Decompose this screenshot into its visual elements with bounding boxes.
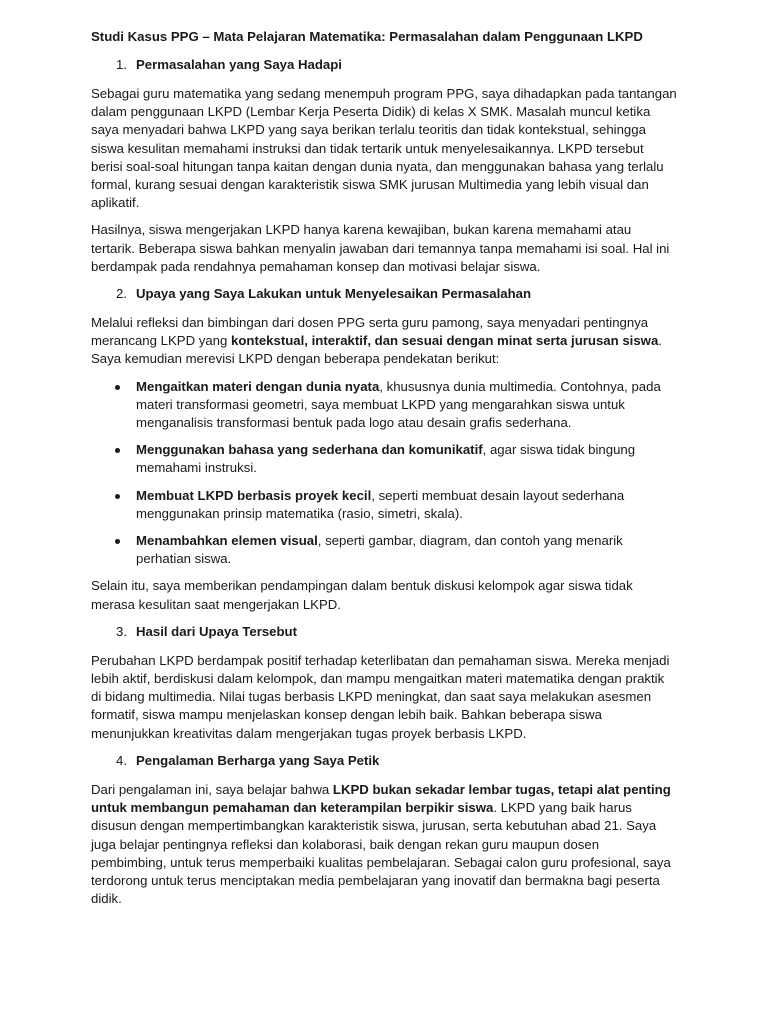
- list-item: [91, 487, 678, 523]
- section-4-text-b: . LKPD yang baik harus disusun dengan mempertimbangkan karakteristik siswa, jurusan, serta kebutuhan abad 21. Saya juga belajar pentingnya refleksi dan kolaborasi, baik dengan rekan guru maupun dosen pembimbing, untuk terus memperbaiki kualitas pembelajaran. Sebagai calon guru profesional, saya terdorong untuk terus menciptakan media pembelajaran yang inovatif dan bermakna bagi peserta didik.: [91, 800, 671, 907]
- list-item: [91, 378, 678, 433]
- section-3-paragraph: Perubahan LKPD berdampak positif terhadap keterlibatan dan pemahaman siswa. Mereka menjadi lebih aktif, berdiskusi dalam kelompok, dan mampu mengaitkan materi matematika dengan praktik di bidang multimedia. Nilai tugas berbasis LKPD meningkat, dan saat saya melakukan asesmen formatif, siswa mampu menjelaskan konsep dengan lebih baik. Bahkan beberapa siswa menunjukkan kreativitas dalam mengerjakan tugas proyek berbasis LKPD.: [91, 652, 670, 741]
- section-4-title: Pengalaman Berharga yang Saya Petik: [136, 752, 380, 768]
- section-2-intro-bold: kontekstual, interaktif, dan sesuai dengan minat serta jurusan siswa: [231, 333, 659, 349]
- list-item: [91, 532, 678, 568]
- section-2-number: 2.: [116, 286, 127, 302]
- section-2-intro: [91, 314, 678, 369]
- section-1-heading: [91, 56, 678, 74]
- bullet-bold-text: Menggunakan bahasa yang sederhana dan komunikatif: [136, 442, 483, 458]
- section-3-heading: [91, 623, 678, 641]
- section-4-number: 4.: [116, 752, 127, 768]
- section-4-bold: LKPD bukan sekadar lembar tugas, tetapi alat penting untuk membangun pemahaman dan keterampilan berpikir siswa: [91, 781, 671, 816]
- section-3-number: 3.: [116, 623, 127, 639]
- bullet-dot: [91, 441, 136, 477]
- section-2-intro-text-a: Melalui refleksi dan bimbingan dari dosen PPG serta guru pamong, saya menyadari pentingnya merancang LKPD yang: [91, 315, 649, 349]
- bullet-dot: [91, 532, 136, 568]
- document-title: Studi Kasus PPG – Mata Pelajaran Matematika: Permasalahan dalam Penggunaan LKPD: [91, 29, 643, 44]
- section-1-title: Permasalahan yang Saya Hadapi: [136, 57, 342, 72]
- section-4-paragraph: [91, 781, 678, 908]
- section-2-title: Upaya yang Saya Lakukan untuk Menyelesaikan Permasalahan: [136, 286, 532, 302]
- section-4-heading: [91, 752, 678, 770]
- section-3-title: Hasil dari Upaya Tersebut: [136, 623, 297, 639]
- bullet-text: , seperti membuat desain layout sederhana menggunakan prinsip matematika (rasio, simetri, skala).: [136, 487, 625, 521]
- bullet-dot: [91, 487, 136, 523]
- bullet-bold-text: Menambahkan elemen visual: [136, 533, 318, 549]
- section-1-number: 1.: [116, 57, 127, 72]
- bullet-bold-text: Mengaitkan materi dengan dunia nyata: [136, 378, 380, 394]
- section-1-paragraph-2: Hasilnya, siswa mengerjakan LKPD hanya karena kewajiban, bukan karena memahami atau tertarik. Beberapa siswa bahkan menyalin jawaban dari temannya tanpa memahami isi soal. Hal ini berdampak pada rendahnya pemahaman konsep dan motivasi belajar siswa.: [91, 222, 670, 274]
- bullet-dot: [91, 378, 136, 433]
- section-2-intro-text-b: . Saya kemudian merevisi LKPD dengan beberapa pendekatan berikut:: [91, 333, 662, 367]
- list-item: [91, 441, 678, 477]
- bullet-text: , khususnya dunia multimedia. Contohnya, pada materi transformasi geometri, saya membuat LKPD yang mengarahkan siswa untuk menganalisis transformasi bentuk pada logo atau desain grafis sederhana.: [136, 378, 661, 431]
- section-1-paragraph-1: Sebagai guru matematika yang sedang menempuh program PPG, saya dihadapkan pada tantangan dalam penggunaan LKPD (Lembar Kerja Peserta Didik) di kelas X SMK. Masalah muncul ketika saya menyadari bahwa LKPD yang saya berikan terlalu teoritis dan tidak kontekstual, sehingga siswa kesulitan memahami instruksi dan tidak tertarik untuk menyelesaikannya. LKPD tersebut berisi soal-soal hitungan tanpa kaitan dengan dunia nyata, dan menggunakan bahasa yang terlalu formal, kurang sesuai dengan karakteristik siswa SMK jurusan Multimedia yang lebih visual dan aplikatif.: [91, 86, 677, 211]
- bullet-bold-text: Membuat LKPD berbasis proyek kecil: [136, 487, 372, 503]
- section-2-bullet-list: [91, 378, 678, 569]
- bullet-text: , agar siswa tidak bingung memahami instruksi.: [136, 442, 636, 476]
- section-2-heading: [91, 285, 678, 303]
- section-4-text-a: Dari pengalaman ini, saya belajar bahwa: [91, 781, 333, 797]
- section-2-closing: Selain itu, saya memberikan pendampingan dalam bentuk diskusi kelompok agar siswa tidak merasa kesulitan saat mengerjakan LKPD.: [91, 578, 633, 612]
- bullet-text: , seperti gambar, diagram, dan contoh yang menarik perhatian siswa.: [136, 533, 623, 567]
